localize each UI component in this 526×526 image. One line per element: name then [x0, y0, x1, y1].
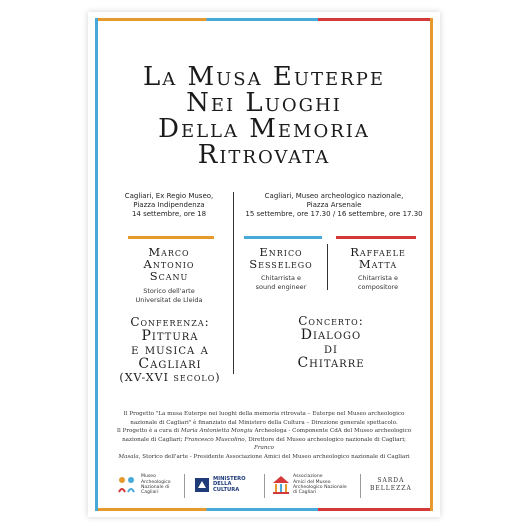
logo-separator — [264, 474, 265, 498]
logo-line: Amici del Museo — [293, 479, 331, 485]
bottom-color-border — [95, 508, 433, 511]
title-line: La Musa Euterpe — [142, 62, 385, 92]
performer-role — [332, 274, 424, 291]
curator-name: Maria Antonietta Mongiu — [180, 428, 253, 435]
credits-text-span: Archeologa - Componente CdA del Museo archeologico — [252, 428, 412, 435]
venue-right — [236, 192, 432, 219]
logo-line: CULTURA — [213, 486, 240, 493]
venue-left — [108, 192, 230, 219]
role-line: sound engineer — [255, 282, 307, 291]
title-line: Nei Luoghi — [186, 88, 342, 118]
amici-logo — [272, 470, 347, 500]
ministero-emblem-icon — [194, 477, 210, 493]
logo-line: Associazione — [293, 474, 323, 480]
performer-name — [332, 246, 424, 270]
credits-line: Il Progetto "La musa Euterpe nei luoghi della memoria ritrovata – Euterpe nel Museo archeologico — [123, 411, 405, 417]
center-divider — [233, 192, 234, 374]
performer-name — [238, 246, 324, 270]
sarda-logo-text — [370, 477, 412, 493]
speaker-name — [108, 246, 230, 282]
conference-block — [108, 315, 232, 384]
logo-line: Archeologico — [141, 479, 171, 485]
venue-line: Cagliari, Ex Regio Museo, — [124, 192, 214, 200]
credits-text-span: , Direttore del Museo archeologico nazionale di Cagliari; — [244, 436, 406, 443]
concert-line: Dialogo — [300, 327, 362, 343]
conference-period: (XV-XVI secolo) — [119, 371, 221, 384]
conference-label: Conferenza: — [130, 315, 210, 329]
logo-line: MINISTERO — [213, 475, 246, 482]
amici-emblem-icon — [272, 475, 290, 495]
director-name: Francesco Muscolino — [184, 436, 245, 443]
logo-line: Nazionale di — [141, 485, 170, 490]
role-line: Storico dell'arte — [143, 287, 195, 295]
logo-separator — [360, 474, 361, 498]
president-name: Franco — [254, 445, 274, 452]
performer-role — [238, 274, 324, 291]
concert-block — [238, 315, 424, 370]
logo-line: BELLEZZA — [370, 485, 412, 492]
name-line: Enrico — [259, 245, 303, 259]
credits-text-span: nazionale di Cagliari; — [122, 436, 185, 443]
name-line: Sesselego — [249, 257, 313, 271]
credits-line: nazionale di Cagliari" è finanziato dal Ministero della Cultura – Direzione generale spettacolo. — [130, 419, 398, 426]
concert-label: Concerto: — [298, 314, 364, 328]
logo-line: SARDA — [377, 477, 405, 484]
name-line: Raffaele — [350, 245, 406, 259]
role-line: Chitarrista e — [260, 274, 301, 282]
role-line: Chitarrista e — [357, 274, 398, 282]
venue-line: Cagliari, Museo archeologico nazionale, — [264, 192, 404, 200]
credits-text-span: , Storico dell'arte - Presidente Associazione Amici del Museo archeologico nazionale di Cagliari — [138, 453, 410, 460]
blue-rule — [244, 236, 322, 239]
venue-line: Piazza Indipendenza — [133, 201, 205, 209]
role-line: Universitat de Lleida — [135, 295, 203, 304]
credits-line — [116, 436, 412, 453]
sarda-bellezza-logo — [370, 470, 412, 500]
venue-line: Piazza Arsenale — [306, 201, 362, 209]
ministero-logo — [194, 470, 246, 500]
logo-line: Archeologico Nazionale — [293, 485, 347, 490]
conference-line: Pittura — [141, 328, 199, 344]
speaker-role — [108, 287, 230, 304]
venue-line: 15 settembre, ore 17.30 / 16 settembre, ore 17.30 — [245, 210, 423, 218]
credits-text-span: Il Progetto è a cura di — [116, 428, 181, 435]
top-color-border — [95, 18, 433, 21]
role-line: compositore — [357, 282, 399, 291]
title-line: Ritrovata — [197, 140, 331, 170]
conference-line: e musica a — [131, 342, 209, 358]
conference-line: Cagliari — [138, 356, 202, 372]
performers-divider — [327, 244, 328, 290]
president-name: Masala — [118, 453, 139, 460]
museo-mark-icon — [116, 474, 138, 496]
venue-line: 14 settembre, ore 18 — [131, 210, 207, 218]
museo-logo-text — [141, 474, 171, 496]
museo-logo — [116, 470, 171, 500]
credits-line — [116, 427, 412, 436]
logo-line: Cagliari — [141, 490, 159, 496]
name-line: Scanu — [149, 269, 189, 283]
title-line: Della Memoria — [158, 114, 370, 144]
credits-line — [116, 453, 412, 462]
name-line: Antonio — [143, 257, 195, 271]
poster-title — [88, 64, 440, 168]
logo-line: Museo — [141, 474, 156, 480]
logo-separator — [184, 474, 185, 498]
sponsor-logos — [112, 470, 416, 504]
name-line: Matta — [358, 257, 398, 271]
credits-text — [116, 410, 412, 462]
ministero-logo-text — [213, 477, 246, 494]
logo-line: di Cagliari — [293, 490, 317, 496]
amici-logo-text — [293, 474, 347, 496]
red-rule — [336, 236, 416, 239]
concert-line: di — [324, 341, 338, 357]
poster — [88, 12, 440, 517]
concert-line: Chitarre — [297, 355, 365, 371]
orange-rule — [128, 236, 214, 239]
name-line: Marco — [148, 245, 190, 259]
logo-line: DELLA — [213, 481, 232, 488]
